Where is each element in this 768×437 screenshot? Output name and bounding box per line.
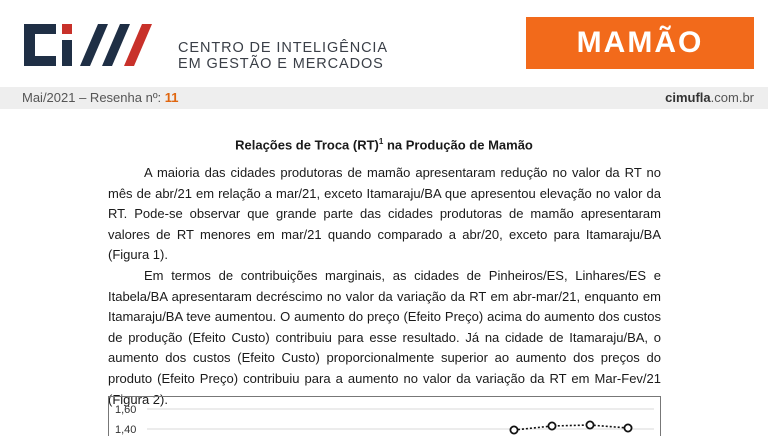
paragraph-1: A maioria das cidades produtoras de mamão apresentaram redução no valor da RT no mês de abr/21 em relação a mar/21, exceto Itamaraju/BA que apresentou elevação no valor da RT. Pode-se observar que grande parte das cidades produtoras de mamão apresentaram valores de RT menores em mar/21 quando comparado a abr/20, exceto para Itamaraju/BA (Figura 1).: [108, 165, 661, 263]
issue-info: [22, 90, 179, 105]
issue-prefix: Mai/2021 – Resenha nº:: [22, 90, 165, 105]
document-body: [108, 163, 661, 410]
data-point: [586, 421, 593, 428]
document-title: [0, 137, 768, 152]
y-tick-label: 1,40: [115, 424, 137, 436]
title-footnote-ref: 1: [378, 137, 384, 146]
header: [0, 0, 768, 84]
product-badge: MAMÃO: [526, 17, 754, 69]
org-name-line2: EM GESTÃO E MERCADOS: [178, 56, 384, 72]
site-link[interactable]: [665, 90, 754, 105]
data-point: [548, 422, 555, 429]
issue-bar: [0, 87, 768, 109]
y-tick-label: 1,60: [115, 404, 137, 416]
site-name: cimufla: [665, 90, 711, 105]
org-name-line1: CENTRO DE INTELIGÊNCIA: [178, 40, 388, 56]
chart-svg: [109, 397, 662, 437]
paragraph-2: Em termos de contribuições marginais, as cidades de Pinheiros/ES, Linhares/ES e Itabela/BA apresentaram decréscimo no valor da variação da RT em abr-mar/21, enquanto em Itamaraju/BA teve aumentou. O aumento do preço (Efeito Preço) acima do aumento dos custos de produção (Efeito Custo) contribuiu para esse resultado. Já na cidade de Itamaraju/BA, o aumento dos custos (Efeito Custo) proporcionalmente superior ao aumento dos preços do produto (Efeito Preço) contribuiu para a aumento no valor da variação da RT em Mar-Fev/21 (Figura 2).: [108, 267, 661, 407]
title-rest: na Produção de Mamão: [383, 137, 533, 153]
data-point: [510, 426, 517, 433]
cim-logo-icon: [22, 20, 162, 70]
title-main: Relações de Troca (RT): [235, 137, 379, 153]
issue-number: 11: [164, 90, 179, 105]
org-name: [178, 40, 388, 72]
site-domain: .com.br: [710, 90, 754, 105]
chart-figure: [108, 396, 661, 436]
